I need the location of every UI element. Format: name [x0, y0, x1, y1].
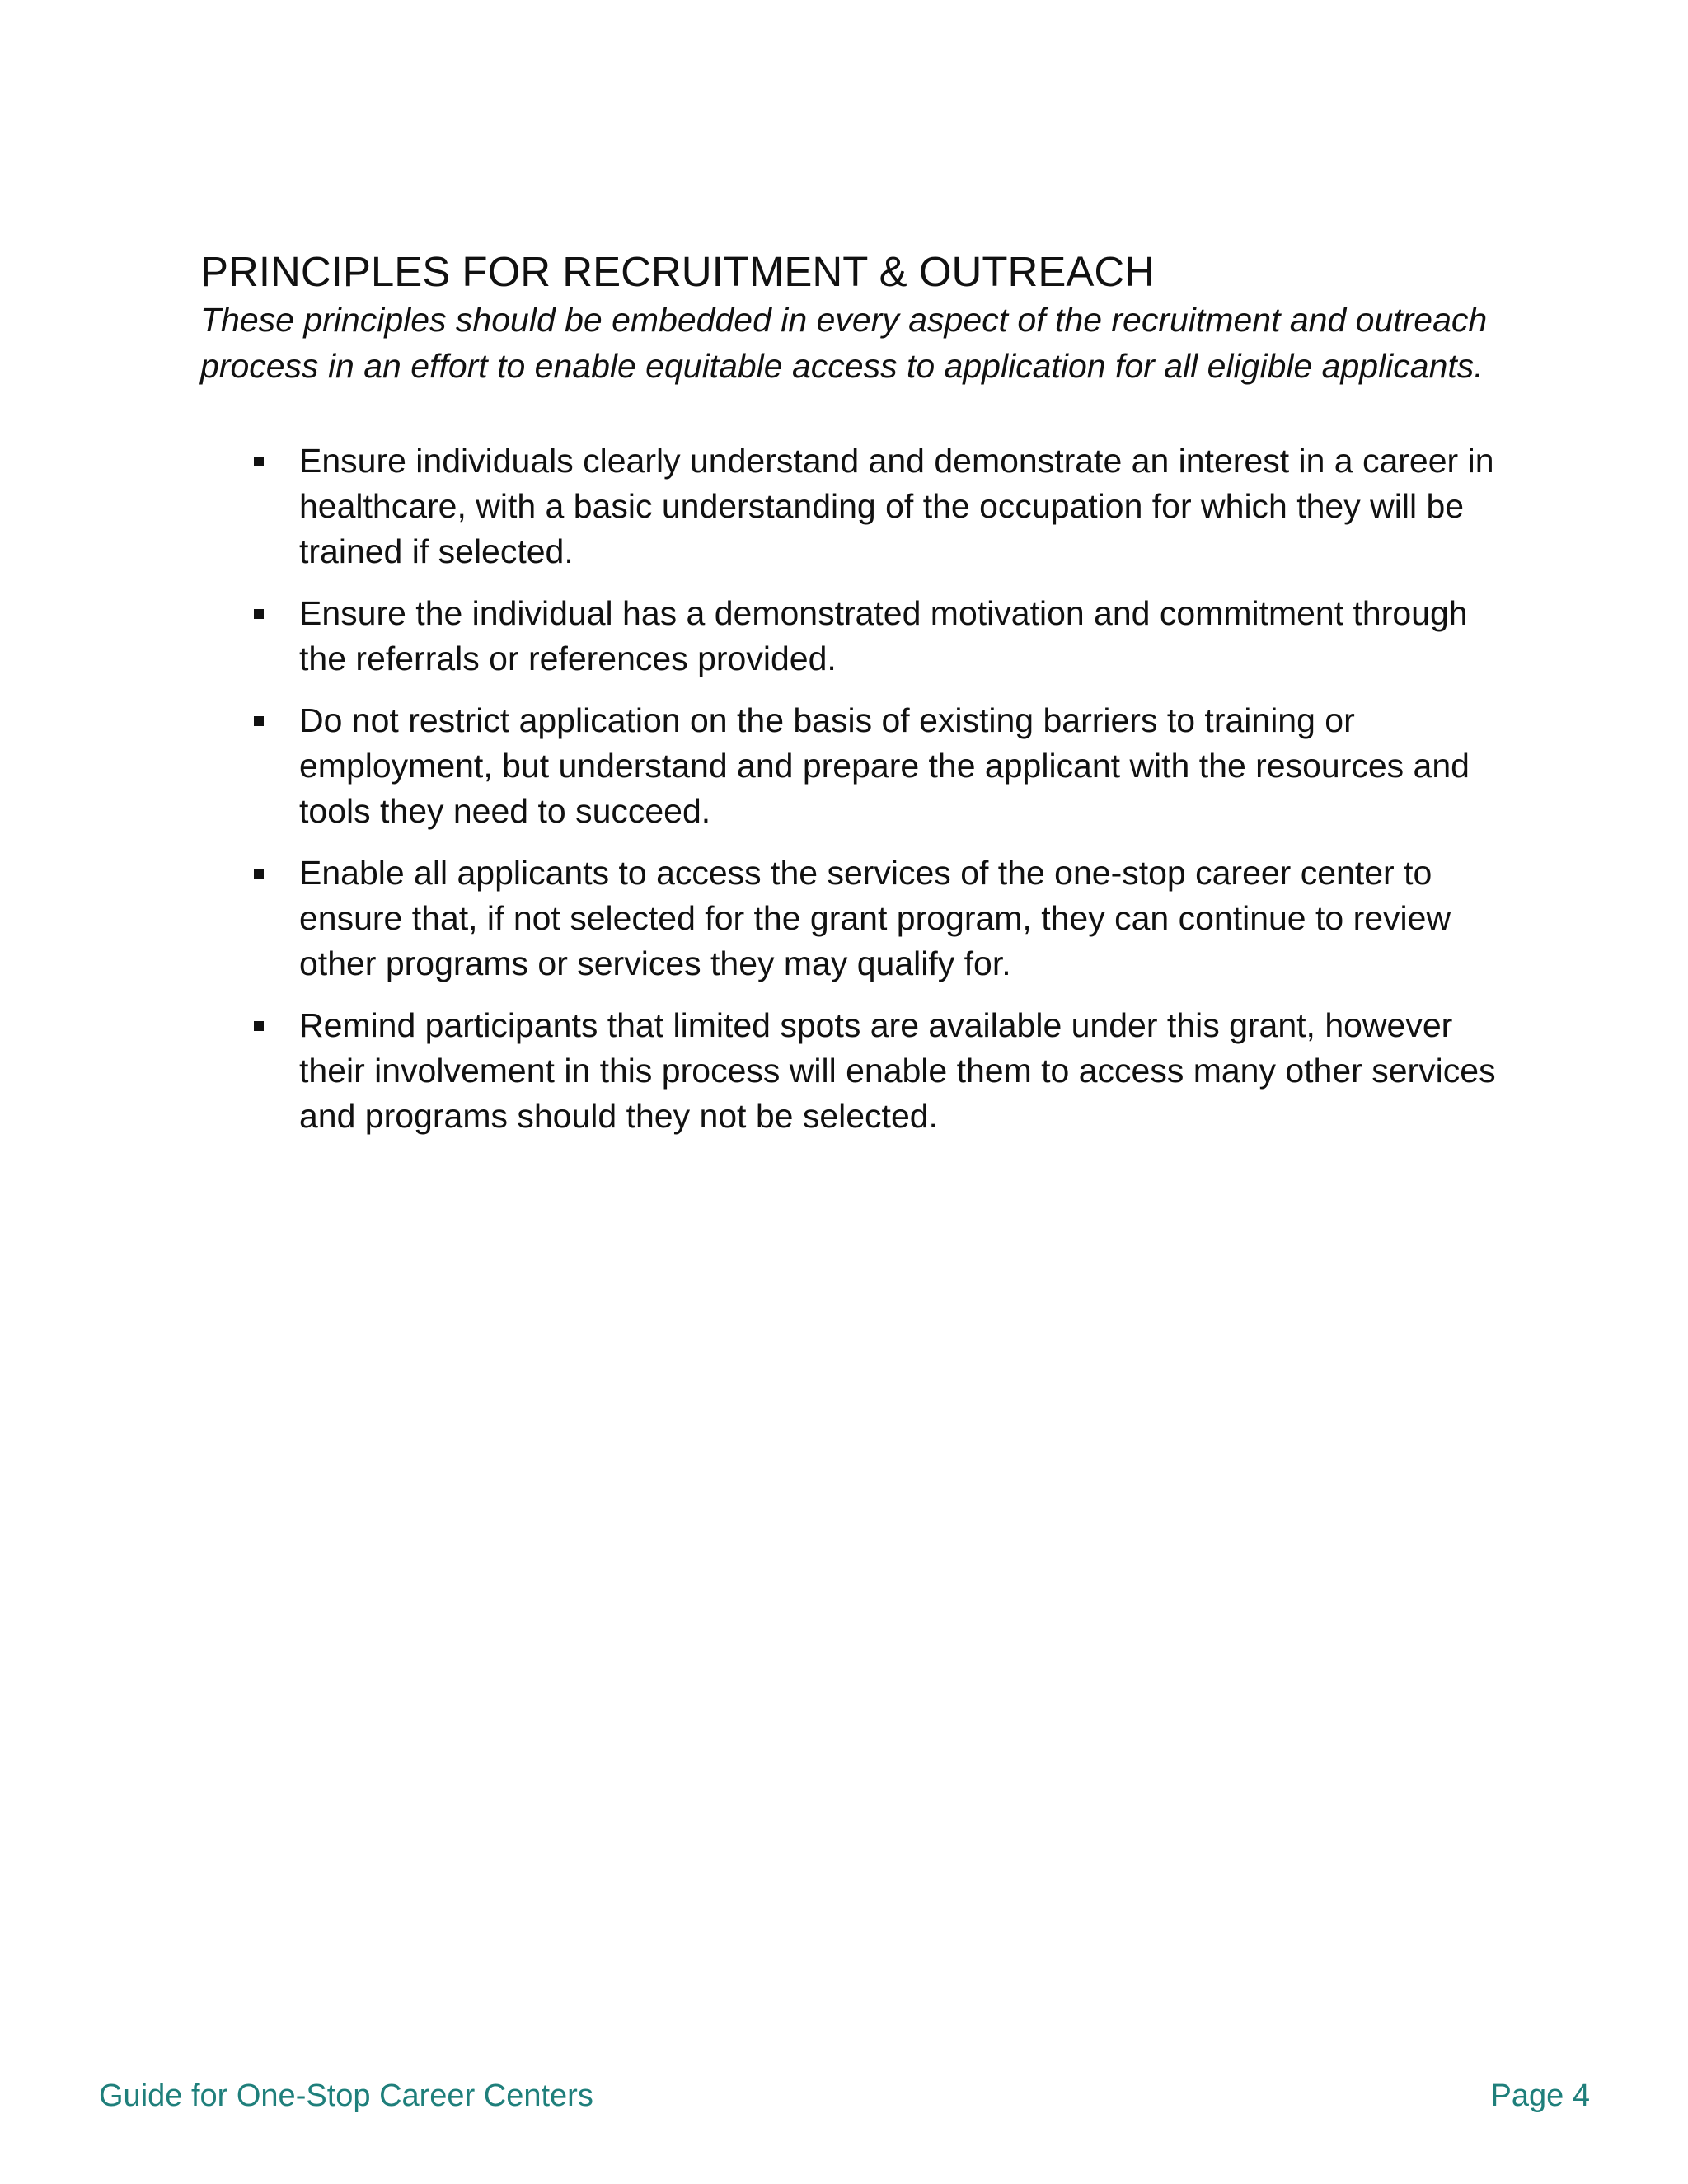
square-bullet-icon: [254, 716, 264, 726]
principle-text: Ensure the individual has a demonstrated motivation and commitment through the referrals or references provided.: [299, 594, 1468, 677]
square-bullet-icon: [254, 457, 264, 466]
main-content: [200, 247, 1536, 1155]
principle-item: [200, 1003, 1503, 1139]
principle-text: Ensure individuals clearly understand and demonstrate an interest in a career in healthcare, with a basic understanding of the occupation for which they will be trained if selected.: [299, 442, 1494, 570]
footer-title: Guide for One-Stop Career Centers: [99, 2079, 593, 2113]
square-bullet-icon: [254, 869, 264, 879]
principle-item: [200, 591, 1503, 682]
principle-item: [200, 698, 1503, 834]
principle-item: [200, 851, 1503, 987]
principle-text: Enable all applicants to access the services of the one-stop career center to ensure that, if not selected for the grant program, they can continue to review other programs or services they may qualify for.: [299, 854, 1451, 982]
principle-text: Remind participants that limited spots are available under this grant, however their involvement in this process will enable them to access many other services and programs should they not be selected.: [299, 1006, 1496, 1135]
square-bullet-icon: [254, 609, 264, 619]
principle-text: Do not restrict application on the basis of existing barriers to training or employment, but understand and prepare the applicant with the resources and tools they need to succeed.: [299, 701, 1470, 830]
intro-paragraph: These principles should be embedded in every aspect of the recruitment and outreach process in an effort to enable equitable access to application for all eligible applicants.: [200, 301, 1488, 385]
principle-item: [200, 438, 1503, 574]
principles-list: [200, 438, 1536, 1139]
page-number: Page 4: [1490, 2079, 1590, 2113]
page-heading: PRINCIPLES FOR RECRUITMENT & OUTREACH: [200, 248, 1156, 295]
square-bullet-icon: [254, 1021, 264, 1031]
